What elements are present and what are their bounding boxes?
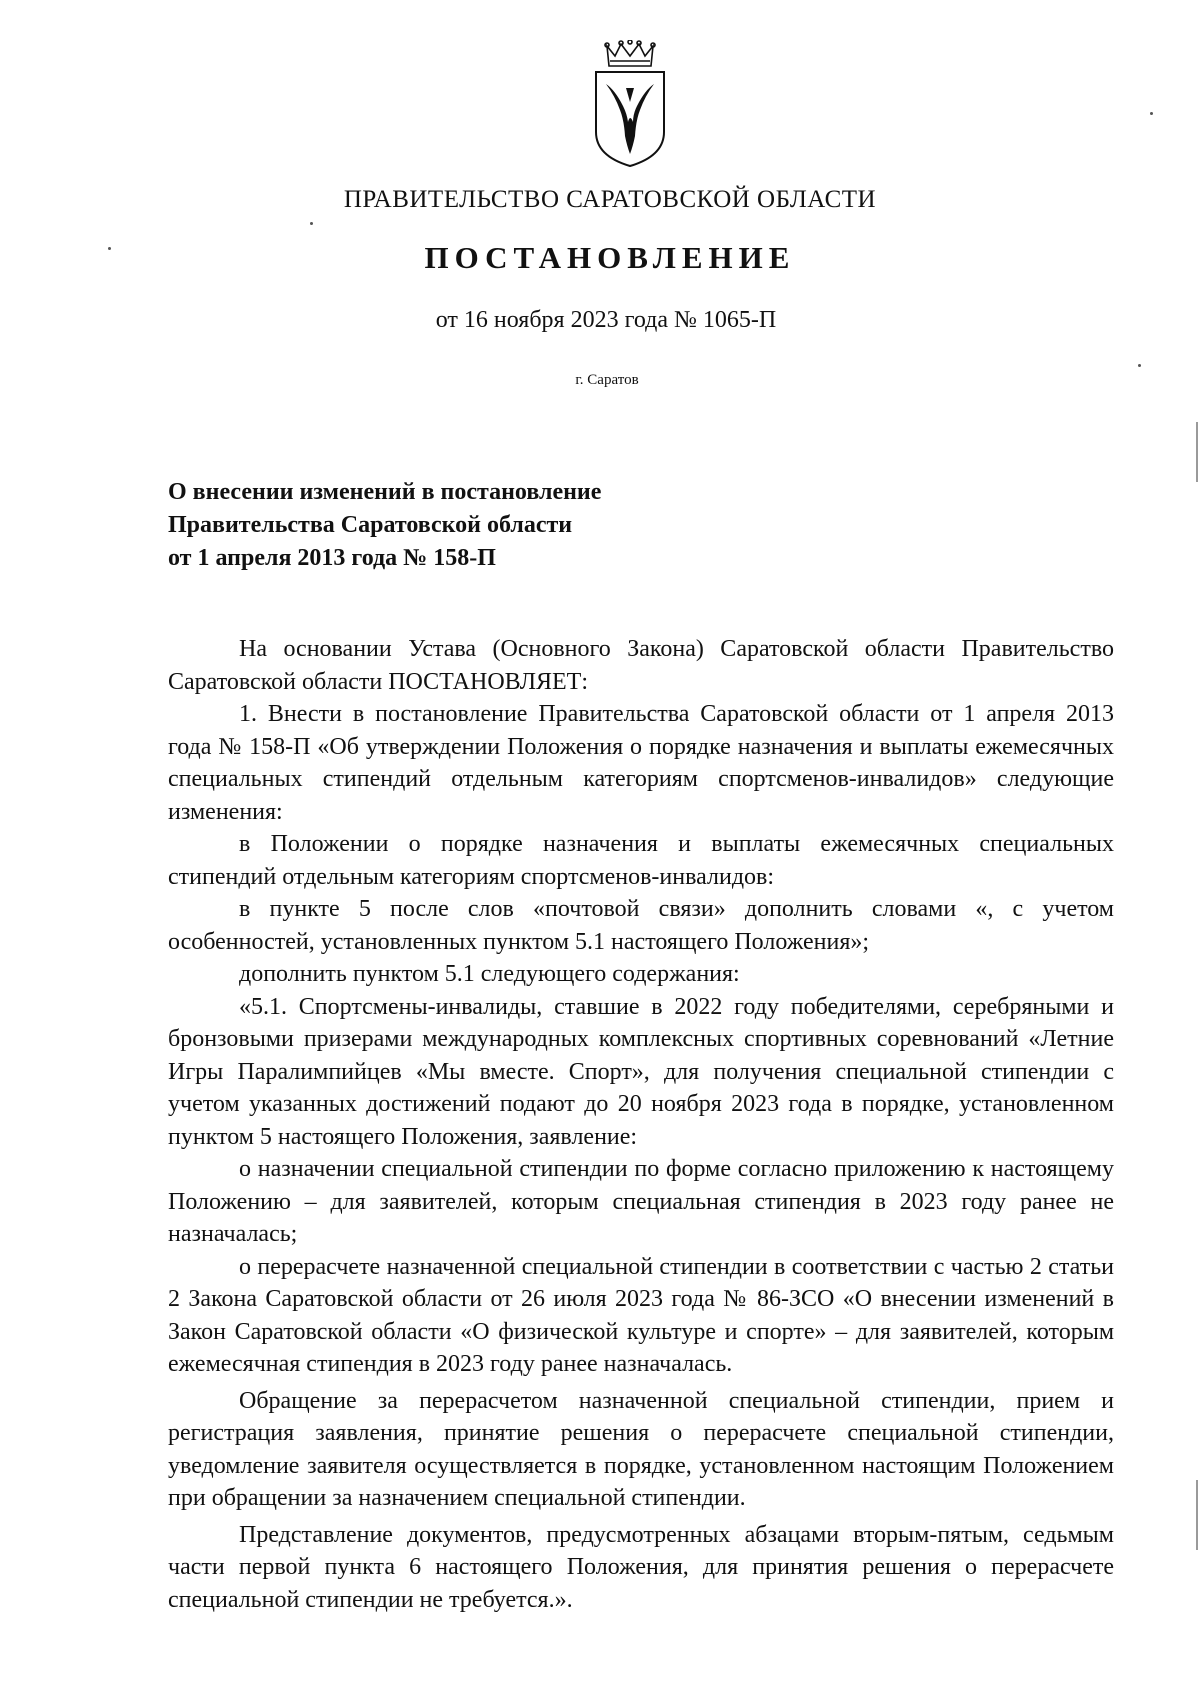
document-type: ПОСТАНОВЛЕНИЕ [424, 240, 796, 275]
subject-line: О внесении изменений в постановление [168, 479, 602, 505]
body-paragraph: дополнить пунктом 5.1 следующего содержания: [239, 961, 740, 987]
subject-line: от 1 апреля 2013 года № 158-П [168, 545, 496, 571]
body-paragraph: Обращение за перерасчетом назначенной специальной стипендии, прием и регистрация заявления, принятие решения о перерасчете специальной стипендии, уведомление заявителя осуществляется в порядке, установленном настоящим Положением при обращении за назначением специальной стипендии. [168, 1387, 1114, 1511]
scan-edge-mark [1196, 1480, 1198, 1550]
body-paragraph: На основании Устава (Основного Закона) Саратовской области Правительство Саратовской области ПОСТАНОВЛЯЕТ: [168, 636, 1114, 695]
scan-speck [1138, 364, 1141, 367]
body-paragraph: Представление документов, предусмотренных абзацами вторым-пятым, седьмым части первой пункта 6 настоящего Положения, для принятия решения о перерасчете специальной стипендии не требуется.». [168, 1521, 1114, 1613]
body-paragraph: 1. Внести в постановление Правительства Саратовской области от 1 апреля 2013 года № 158-П «Об утверждении Положения о порядке назначения и выплаты ежемесячных специальных стипендий отдельным категориям спортсменов-инвалидов» следующие изменения: [168, 701, 1114, 825]
scan-speck [1150, 112, 1153, 115]
body-paragraph: «5.1. Спортсмены-инвалиды, ставшие в 2022 году победителями, серебряными и бронзовыми призерами международных комплексных спортивных соревнований «Летние Игры Паралимпийцев «Мы вместе. Спорт», для получения специальной стипендии с учетом указанных достижений подают до 20 ноября 2023 года в порядке, установленном пунктом 5 настоящего Положения, заявление: [168, 993, 1114, 1150]
scan-speck [108, 247, 111, 250]
scan-edge-mark [1196, 422, 1198, 482]
document-subject [168, 476, 601, 575]
body-paragraph: о назначении специальной стипендии по форме согласно приложению к настоящему Положению – для заявителей, которым специальная стипендия в 2023 году ранее не назначалась; [168, 1156, 1114, 1247]
scan-speck [310, 222, 313, 225]
document-number-date: от 16 ноября 2023 года № 1065-П [435, 307, 777, 333]
subject-line: Правительства Саратовской области [168, 512, 573, 538]
document-city: г. Саратов [575, 372, 639, 388]
coat-of-arms-icon [593, 40, 667, 168]
government-name: ПРАВИТЕЛЬСТВО САРАТОВСКОЙ ОБЛАСТИ [343, 186, 877, 213]
body-paragraph: в Положении о порядке назначения и выплаты ежемесячных специальных стипендий отдельным категориям спортсменов-инвалидов: [168, 831, 1114, 890]
body-paragraph: в пункте 5 после слов «почтовой связи» дополнить словами «, с учетом особенностей, установленных пунктом 5.1 настоящего Положения»; [168, 896, 1114, 955]
body-paragraph: о перерасчете назначенной специальной стипендии в соответствии с частью 2 статьи 2 Закона Саратовской области от 26 июля 2023 года № 86-ЗСО «О внесении изменений в Закон Саратовской области «О физической культуре и спорте» – для заявителей, которым ежемесячная стипендия в 2023 году ранее назначалась. [168, 1253, 1114, 1377]
document-body [168, 633, 1114, 1616]
